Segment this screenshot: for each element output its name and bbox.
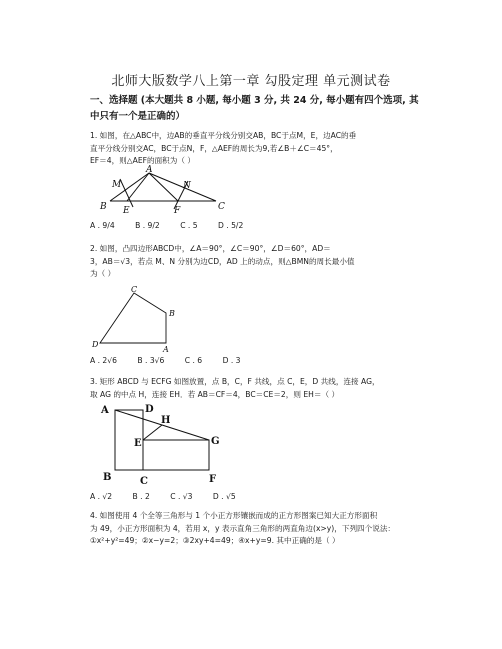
question-1-line-3: EF＝4，则△AEF的面积为（ ）	[90, 156, 195, 165]
section-heading-line-2: 中只有一个是正确的）	[90, 111, 186, 122]
q3-option-a[interactable]: A . √2	[90, 492, 113, 501]
segment-af	[149, 173, 178, 201]
label-e: E	[123, 206, 130, 215]
section-heading	[90, 93, 420, 125]
document-title: 北师大版数学八上第一章 勾股定理 单元测试卷	[111, 74, 391, 89]
label-d: D	[92, 340, 99, 349]
rectangle-ecfg	[143, 440, 209, 470]
label-c: C	[218, 202, 225, 212]
question-2-options	[90, 356, 258, 365]
q3-option-d[interactable]: D . √5	[212, 492, 236, 501]
label-d: D	[145, 404, 154, 415]
label-b: B	[100, 202, 107, 212]
question-1-line-2: 直平分线分别交AC，BC于点N，F，△AEF的周长为9,若∠B＋∠C＝45°，	[90, 143, 338, 153]
question-1-options	[90, 221, 261, 230]
label-n: N	[183, 181, 191, 191]
question-2-line-1: 2. 如图，凸四边形ABCD中，∠A＝90°，∠C＝90°，∠D＝60°，AD＝	[90, 244, 331, 253]
label-m: M	[112, 180, 122, 190]
label-g: G	[211, 436, 220, 447]
q3-option-b[interactable]: B . 2	[132, 492, 150, 501]
q2-option-a[interactable]: A . 2√6	[90, 356, 117, 365]
q2-option-c[interactable]: C . 6	[184, 356, 203, 365]
question-3-text	[90, 376, 420, 401]
question-4-line-3: ①x²+y²=49；②x−y=2；③2xy+4=49；④x+y=9. 其中正确的是（ ）	[90, 536, 340, 545]
q1-option-b[interactable]: B . 9/2	[135, 221, 160, 230]
label-a: A	[146, 165, 153, 175]
q3-option-c[interactable]: C . √3	[170, 492, 193, 501]
question-1-text	[90, 130, 420, 168]
question-2-line-2: 3，AB＝√3，若点 M、N 分别为边CD，AD 上的动点，则△BMN的周长最小值	[90, 256, 355, 266]
q2-option-d[interactable]: D . 3	[222, 356, 241, 365]
label-b: B	[103, 472, 112, 483]
section-heading-line-1: 一、选择题 (本大题共 8 小题, 每小题 3 分, 共 24 分, 每小题有四个选项, 其	[90, 95, 419, 106]
label-h: H	[161, 415, 171, 426]
question-3-options	[90, 492, 254, 501]
label-c: C	[140, 476, 148, 487]
question-2-line-3: 为（ ）	[90, 269, 116, 278]
question-3-line-2: 取 AG 的中点 H，连接 EH．若 AB＝CF＝4，BC＝CE＝2，则 EH＝（ ）	[90, 389, 340, 399]
q1-option-a[interactable]: A . 9/4	[90, 221, 115, 230]
label-f: F	[174, 206, 181, 215]
q1-option-c[interactable]: C . 5	[180, 221, 198, 230]
segment-eh	[143, 425, 162, 440]
question-1-line-1: 1. 如图，在△ABC中，边AB的垂直平分线分别交AB，BC于点M，E，边AC的垂	[90, 131, 357, 140]
label-a: A	[101, 405, 109, 416]
question-3-line-1: 3. 矩形 ABCD 与 ECFG 如图放置，点 B，C，F 共线，点 C，E，D 共线，连接 AG，	[90, 377, 380, 386]
label-b: B	[169, 309, 175, 318]
label-f: F	[209, 474, 217, 485]
q1-option-d[interactable]: D . 5/2	[218, 221, 244, 230]
label-c: C	[131, 285, 138, 294]
question-3-figure	[95, 402, 235, 487]
question-2-figure	[90, 285, 190, 355]
question-2-text	[90, 243, 420, 281]
label-a: A	[163, 345, 169, 354]
label-e: E	[134, 438, 142, 449]
question-4-line-1: 4. 如图使用 4 个全等三角形与 1 个小正方形镶嵌而成的正方形图案已知大正方形面积	[90, 511, 378, 520]
quadrilateral-abcd	[100, 293, 166, 343]
question-4-line-2: 为 49，小正方形面积为 4，若用 x，y 表示直角三角形的两直角边(x>y)，下列四个说法：	[90, 523, 396, 533]
question-4-text	[90, 510, 420, 548]
question-1-figure	[90, 165, 230, 215]
q2-option-b[interactable]: B . 3√6	[137, 356, 165, 365]
